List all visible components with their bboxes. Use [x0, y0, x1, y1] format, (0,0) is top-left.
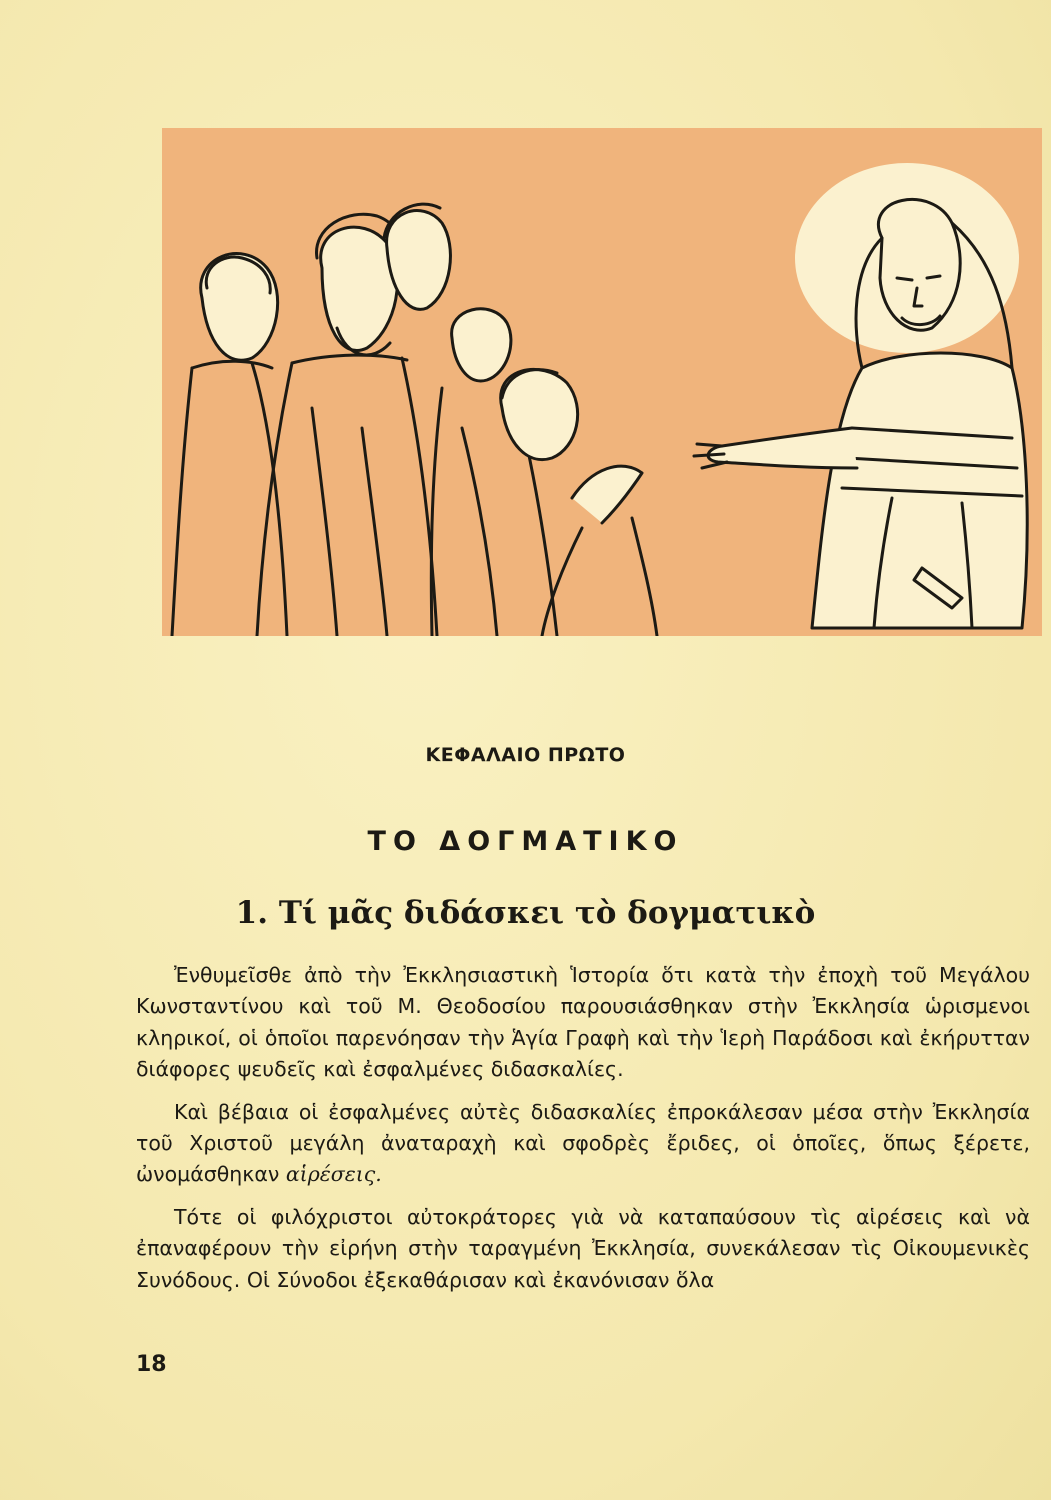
apostle-head-icon — [501, 369, 578, 459]
paragraph: Ἐνθυμεῖσθε ἀπὸ τὴν Ἐκκλησιαστικὴ Ἱστορία ὅτι κατὰ τὴν ἐποχὴ τοῦ Μεγάλου Κωνσταντίνου καὶ τοῦ Μ. Θεοδοσίου παρουσιάσθηκαν στὴν Ἐκκλησία ὡρισμενοι κληρικοί, οἱ ὁποῖοι παρενόησαν τὴν Ἁγία Γραφὴ καὶ τὴν Ἱερὴ Παράδοσι καὶ ἐκήρυτταν διάφορες ψευδεῖς καὶ ἐσφαλμένες διδασκαλίες. — [136, 963, 1030, 1082]
apostle-head-icon — [452, 309, 511, 381]
paragraph-text: Καὶ βέβαια οἱ ἐσφαλμένες αὐτὲς διδασκαλίες ἐπροκάλεσαν μέσα στὴν Ἐκκλησία τοῦ Χριστοῦ μεγάλη ἀναταραχὴ καὶ σφοδρὲς ἔριδες, οἱ ὁποῖες, ὅπως ξέρετε, ὠνομάσθηκαν — [136, 1099, 1030, 1187]
page-number: 18 — [136, 1352, 167, 1377]
christ-hand-icon — [708, 428, 857, 468]
paragraph: Τότε οἱ φιλόχριστοι αὐτοκράτορες γιὰ νὰ καταπαύσουν τὶς αἱρέσεις καὶ νὰ ἐπαναφέρουν τὴν εἰρήνη στὴν ταραγμένη Ἐκκλησία, συνεκάλεσαν τὶς Οἰκουμενικὲς Συνόδους. Οἱ Σύνοδοι ἐξεκαθάρισαν καὶ ἐκανόνισαν ὅλα — [136, 1204, 1030, 1292]
christ-head-icon — [878, 199, 960, 330]
emphasized-term: αἱρέσεις. — [285, 1162, 382, 1187]
illustration-drawing — [162, 128, 1042, 636]
apostle-head-icon — [201, 254, 278, 361]
lesson-title: 1. Τί μᾶς διδάσκει τὸ δογματικὸ — [235, 895, 816, 931]
chapter-label: ΚΕΦΑΛΑΙΟ ΠΡΩΤΟ — [425, 744, 626, 766]
body-text — [136, 960, 1030, 1307]
illustration-christ-teaching-apostles — [162, 128, 1042, 636]
raised-hands-icon — [572, 466, 642, 523]
paragraph — [136, 1097, 1030, 1191]
section-title: ΤΟ ΔΟΓΜΑΤΙΚΟ — [367, 826, 684, 857]
